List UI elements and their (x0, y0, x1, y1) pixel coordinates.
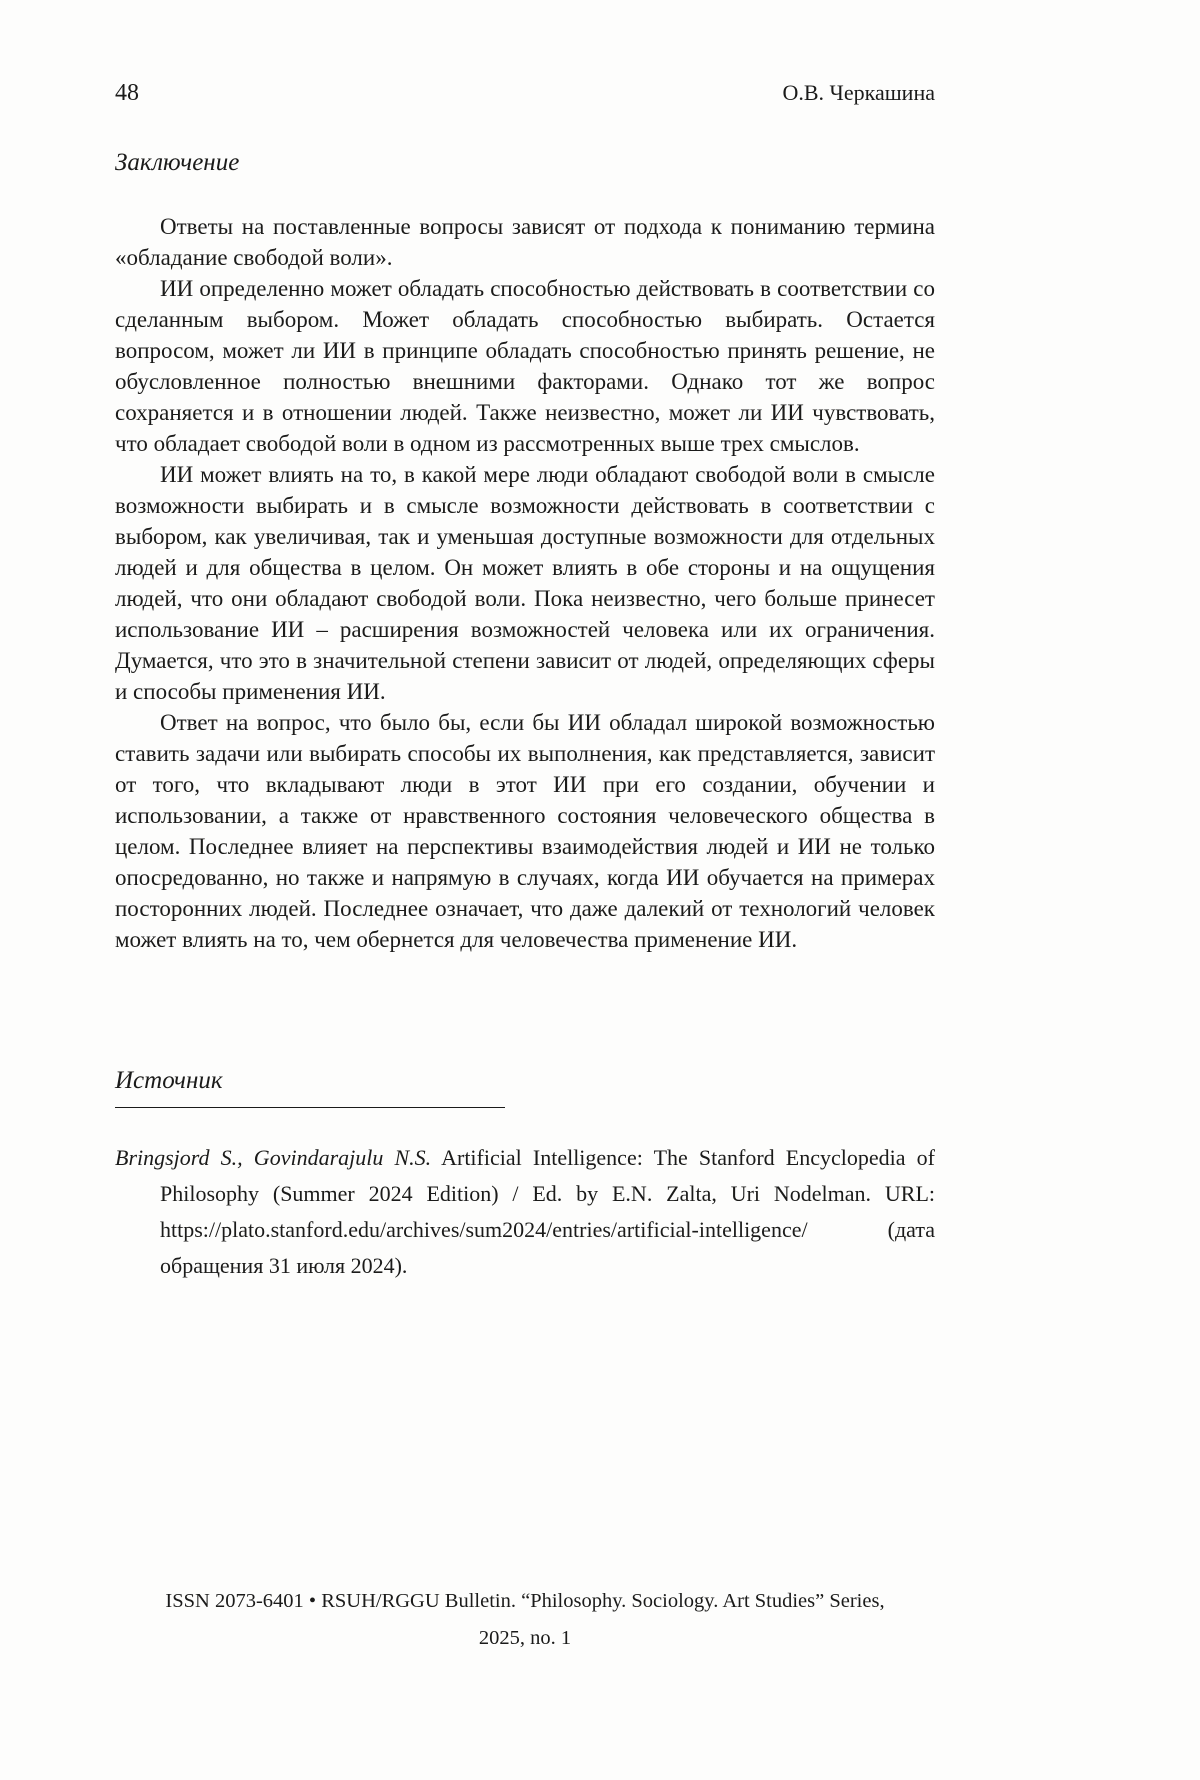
bibliography-authors: Bringsjord S., Govindarajulu N.S. (115, 1145, 432, 1170)
conclusion-body (115, 211, 935, 955)
section-title-source: Источник (115, 1067, 223, 1094)
paragraph: ИИ может влиять на то, в какой мере люди обладают свободой воли в смысле возможности выбирать и в смысле возможности действовать в соответствии с выбором, как увеличивая, так и уменьшая доступные возможности для отдельных людей и для общества в целом. Он может влиять в обе стороны и на ощущения людей, что они обладают свободой воли. Пока неизвестно, чего больше принесет использование ИИ – расширения возможностей человека или их ограничения. Думается, что это в значительной степени зависит от людей, определяющих сферы и способы применения ИИ. (115, 462, 935, 704)
paragraph: Ответы на поставленные вопросы зависят от подхода к пониманию термина «обладание свободой воли». (115, 214, 935, 270)
running-header (115, 80, 935, 107)
source-section-rule (115, 1067, 505, 1108)
section-title-conclusion: Заключение (115, 149, 240, 176)
bibliography-text: Artificial Intelligence: The Stanford Encyclopedia of Philosophy (Summer 2024 Edition) / Ed. by E.N. Zalta, Uri Nodelman. URL: https://plato.stanford.edu/archives/sum2024/entries/artificial-intelligence/ (дата обращения 31 июля 2024). (160, 1145, 935, 1278)
bibliography-entry (115, 1140, 935, 1284)
paragraph: ИИ определенно может обладать способностью действовать в соответствии со сделанным выбором. Может обладать способностью выбирать. Остается вопросом, может ли ИИ в принципе обладать способностью принять решение, не обусловленное полностью внешними факторами. Однако тот же вопрос сохраняется и в отношении людей. Также неизвестно, может ли ИИ чувствовать, что обладает свободой воли в одном из рассмотренных выше трех смыслов. (115, 276, 935, 456)
footer-issue-line: 2025, no. 1 (478, 1627, 572, 1649)
footer-issn-line: ISSN 2073-6401 • RSUH/RGGU Bulletin. “Philosophy. Sociology. Art Studies” Series, (165, 1590, 885, 1612)
paragraph: Ответ на вопрос, что было бы, если бы ИИ обладал широкой возможностью ставить задачи или выбирать способы их выполнения, как представляется, зависит от того, что вкладывают люди в этот ИИ при его создании, обучении и использовании, а также от нравственного состояния человеческого общества в целом. Последнее влияет на перспективы взаимодействия людей и ИИ не только опосредованно, но также и напрямую в случаях, когда ИИ обучается на примерах посторонних людей. Последнее означает, что даже далекий от технологий человек может влиять на то, чем обернется для человечества применение ИИ. (115, 710, 935, 952)
running-header-author: О.В. Черкашина (782, 80, 935, 105)
page-footer (115, 1583, 935, 1657)
page-number: 48 (115, 80, 139, 106)
page-content (115, 0, 935, 1306)
